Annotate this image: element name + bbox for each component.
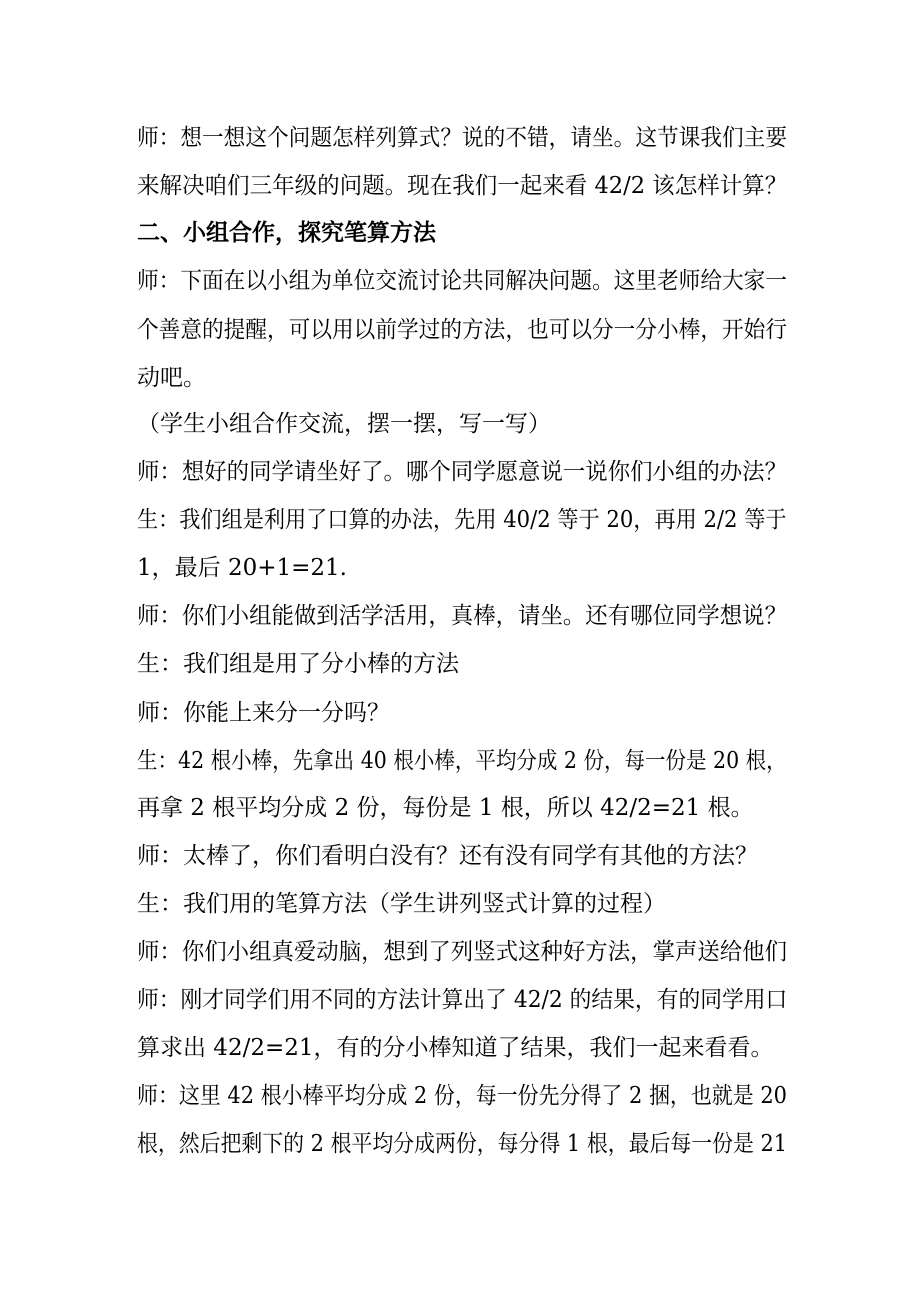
- text-line: 算求出 42/2=21，有的分小棒知道了结果，我们一起来看看。: [137, 1035, 774, 1061]
- text-line: 师：你们小组真爱动脑，想到了列竖式这种好方法，掌声送给他们: [137, 939, 787, 965]
- text-line: 根，然后把剩下的 2 根平均分成两份，每分得 1 根，最后每一份是 21: [137, 1131, 788, 1157]
- text-line: 个善意的提醒，可以用以前学过的方法，也可以分一分小棒，开始行: [137, 317, 787, 343]
- text-line: 生：我们组是利用了口算的办法，先用 40/2 等于 20，再用 2/2 等于: [137, 507, 787, 533]
- text-line: 来解决咱们三年级的问题。现在我们一起来看 42/2 该怎样计算？: [137, 173, 788, 199]
- text-line: 1，最后 20+1=21.: [137, 555, 347, 581]
- text-line: 师：刚才同学们用不同的方法计算出了 42/2 的结果，有的同学用口: [137, 987, 788, 1013]
- text-line: 动吧。: [137, 365, 206, 391]
- text-line: 再拿 2 根平均分成 2 份，每份是 1 根，所以 42/2=21 根。: [137, 795, 754, 821]
- text-line: 师：太棒了，你们看明白没有？还有没有同学有其他的方法？: [137, 843, 758, 869]
- text-line: 生：42 根小棒，先拿出 40 根小棒，平均分成 2 份，每一份是 20 根，: [137, 748, 787, 774]
- text-line: （学生小组合作交流，摆一摆，写一写）: [137, 411, 551, 437]
- text-line: 师：你们小组能做到活学活用，真棒，请坐。还有哪位同学想说？: [137, 603, 787, 629]
- text-line: 师：想好的同学请坐好了。哪个同学愿意说一说你们小组的办法？: [137, 459, 787, 485]
- text-line: 生：我们组是用了分小棒的方法: [137, 651, 459, 677]
- section-heading: 二、小组合作，探究笔算方法: [137, 219, 436, 246]
- text-line: 师：你能上来分一分吗？: [137, 700, 390, 726]
- text-line: 师：想一想这个问题怎样列算式？说的不错，请坐。这节课我们主要: [137, 125, 787, 151]
- text-line: 生：我们用的笔算方法（学生讲列竖式计算的过程）: [137, 891, 666, 917]
- text-line: 师：下面在以小组为单位交流讨论共同解决问题。这里老师给大家一: [137, 268, 787, 294]
- text-line: 师：这里 42 根小棒平均分成 2 份，每一份先分得了 2 捆，也就是 20: [137, 1083, 787, 1109]
